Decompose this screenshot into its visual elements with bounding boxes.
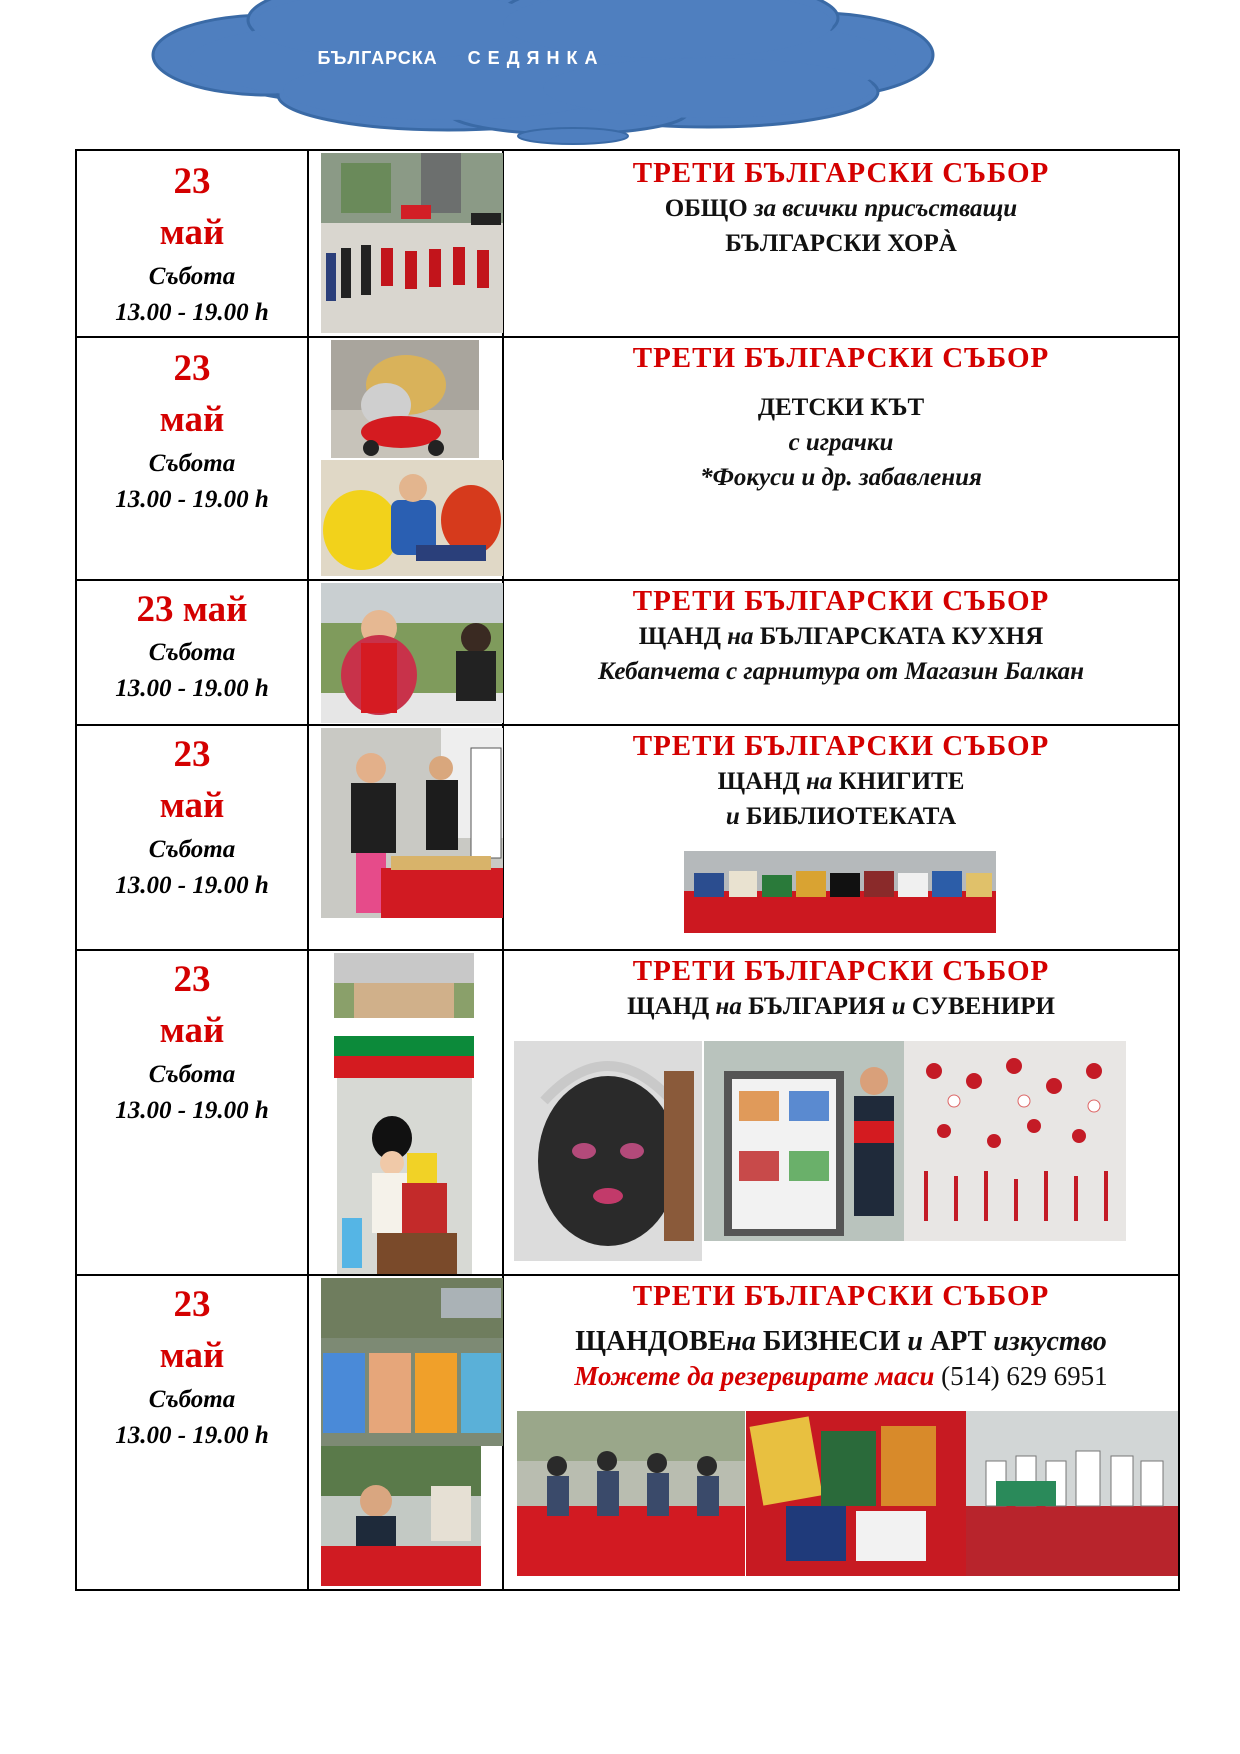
reservation-text: Можете да резервирате маси — [574, 1361, 935, 1391]
date-cell — [77, 951, 309, 1274]
photo-cell — [309, 151, 504, 336]
book-stand-photo — [321, 728, 503, 918]
event-title: ТРЕТИ БЪЛГАРСКИ СЪБОР — [632, 342, 1050, 374]
artist-photo — [321, 1446, 481, 1586]
event-text: ЩАНД — [627, 993, 710, 1020]
event-hours: 13.00 - 19.00 h — [115, 486, 269, 513]
date-cell — [77, 581, 309, 724]
event-weekday: Събота — [148, 450, 236, 477]
event-day: 23 — [173, 959, 211, 1000]
event-title: ТРЕТИ БЪЛГАРСКИ СЪБОР — [632, 955, 1050, 987]
table-row — [77, 336, 1178, 579]
event-hours: 13.00 - 19.00 h — [115, 299, 269, 326]
event-title: ТРЕТИ БЪЛГАРСКИ СЪБОР — [632, 585, 1050, 617]
event-text: ОБЩО — [664, 195, 748, 222]
event-weekday: Събота — [148, 1386, 236, 1413]
event-weekday: Събота — [148, 1061, 236, 1088]
event-description — [504, 151, 1178, 336]
flag-table-photo — [334, 953, 474, 1078]
products-photo — [966, 1411, 1178, 1576]
event-day: 23 — [173, 1284, 211, 1325]
event-text: Кебапчета с гарнитура от Магазин Балкан — [598, 658, 1084, 685]
event-text: и — [885, 993, 912, 1020]
event-line — [504, 764, 1178, 799]
folk-dance-photo — [321, 153, 503, 333]
page-title: БЪЛГАРСКА С Е Д Я Н К А — [317, 48, 599, 68]
event-line — [504, 654, 1178, 689]
event-line — [504, 191, 1178, 226]
photo-cell — [309, 951, 504, 1274]
event-text: *Фокуси и др. забавления — [700, 464, 982, 491]
event-text: БЪЛГАРИЯ — [748, 993, 886, 1020]
art-paintings-photo — [321, 1278, 503, 1446]
event-description — [504, 338, 1178, 579]
schedule-table — [75, 149, 1180, 1591]
event-title: ТРЕТИ БЪЛГАРСКИ СЪБОР — [632, 157, 1050, 189]
event-text: на — [726, 1326, 763, 1357]
event-day: 23 — [173, 161, 211, 202]
event-day: 23 — [173, 734, 211, 775]
event-text: БИЗНЕСИ — [762, 1326, 901, 1357]
child-toy-photo — [331, 340, 479, 458]
event-hours: 13.00 - 19.00 h — [115, 1422, 269, 1449]
event-date: 23 май — [136, 589, 248, 630]
event-text: КНИГИТЕ — [838, 768, 965, 795]
date-cell — [77, 726, 309, 949]
date-cell — [77, 338, 309, 579]
event-weekday: Събота — [148, 836, 236, 863]
photo-cell — [309, 726, 504, 949]
table-row — [77, 579, 1178, 724]
event-text: БЪЛГАРСКАТА КУХНЯ — [759, 623, 1044, 650]
table-row — [77, 1274, 1178, 1589]
event-hours: 13.00 - 19.00 h — [115, 675, 269, 702]
event-weekday: Събота — [148, 639, 236, 666]
event-text: ЩАНД — [717, 768, 800, 795]
table-row — [77, 949, 1178, 1274]
event-text: за всички присъстващи — [747, 195, 1018, 222]
event-text: БИБЛИОТЕКАТА — [745, 803, 957, 830]
event-description — [504, 951, 1178, 1274]
table-row — [77, 724, 1178, 949]
event-title: ТРЕТИ БЪЛГАРСКИ СЪБОР — [632, 1280, 1050, 1312]
event-month: май — [159, 785, 225, 826]
date-cell — [77, 151, 309, 336]
event-hours: 13.00 - 19.00 h — [115, 1097, 269, 1124]
event-line — [504, 619, 1178, 654]
event-text: СУВЕНИРИ — [911, 993, 1055, 1020]
event-text: на — [799, 768, 839, 795]
child-playing-photo — [321, 460, 503, 576]
event-line — [504, 799, 1178, 834]
date-cell — [77, 1276, 309, 1589]
event-line: ДЕТСКИ КЪТ — [757, 394, 925, 421]
business-stands-photo — [517, 1411, 745, 1576]
event-text: изкуство — [986, 1326, 1107, 1357]
event-text: с играчки — [788, 429, 894, 456]
event-weekday: Събота — [148, 263, 236, 290]
event-text: и — [900, 1326, 930, 1357]
event-text: АРТ — [930, 1326, 987, 1357]
event-line — [504, 1359, 1178, 1394]
event-month: май — [159, 399, 225, 440]
dolls-photo — [337, 1078, 472, 1276]
photo-cell — [309, 338, 504, 579]
event-text: ЩАНДОВЕ — [575, 1326, 727, 1357]
event-line: БЪЛГАРСКИ ХОРÀ — [725, 230, 957, 257]
event-description — [504, 726, 1178, 949]
event-text: и — [725, 803, 746, 830]
event-month: май — [159, 1010, 225, 1051]
brochures-photo — [746, 1411, 966, 1576]
event-text: на — [720, 623, 760, 650]
photo-cell — [309, 581, 504, 724]
phone-number: (514) 629 6951 — [934, 1361, 1108, 1391]
food-stand-photo — [321, 583, 503, 723]
event-line — [504, 989, 1178, 1024]
display-board-photo — [704, 1041, 904, 1241]
photo-cell — [309, 1276, 504, 1589]
books-table-photo — [684, 851, 996, 933]
event-line — [504, 425, 1178, 460]
event-hours: 13.00 - 19.00 h — [115, 872, 269, 899]
martenitsi-photo — [904, 1041, 1126, 1241]
event-description — [504, 581, 1178, 724]
mask-photo — [514, 1041, 702, 1261]
event-line — [504, 1324, 1178, 1359]
event-month: май — [159, 212, 225, 253]
event-title: ТРЕТИ БЪЛГАРСКИ СЪБОР — [632, 730, 1050, 762]
event-month: май — [159, 1335, 225, 1376]
event-day: 23 — [173, 348, 211, 389]
event-text: на — [709, 993, 749, 1020]
event-text: ЩАНД — [638, 623, 721, 650]
table-row — [77, 151, 1178, 336]
event-line — [504, 460, 1178, 495]
event-description — [504, 1276, 1178, 1589]
